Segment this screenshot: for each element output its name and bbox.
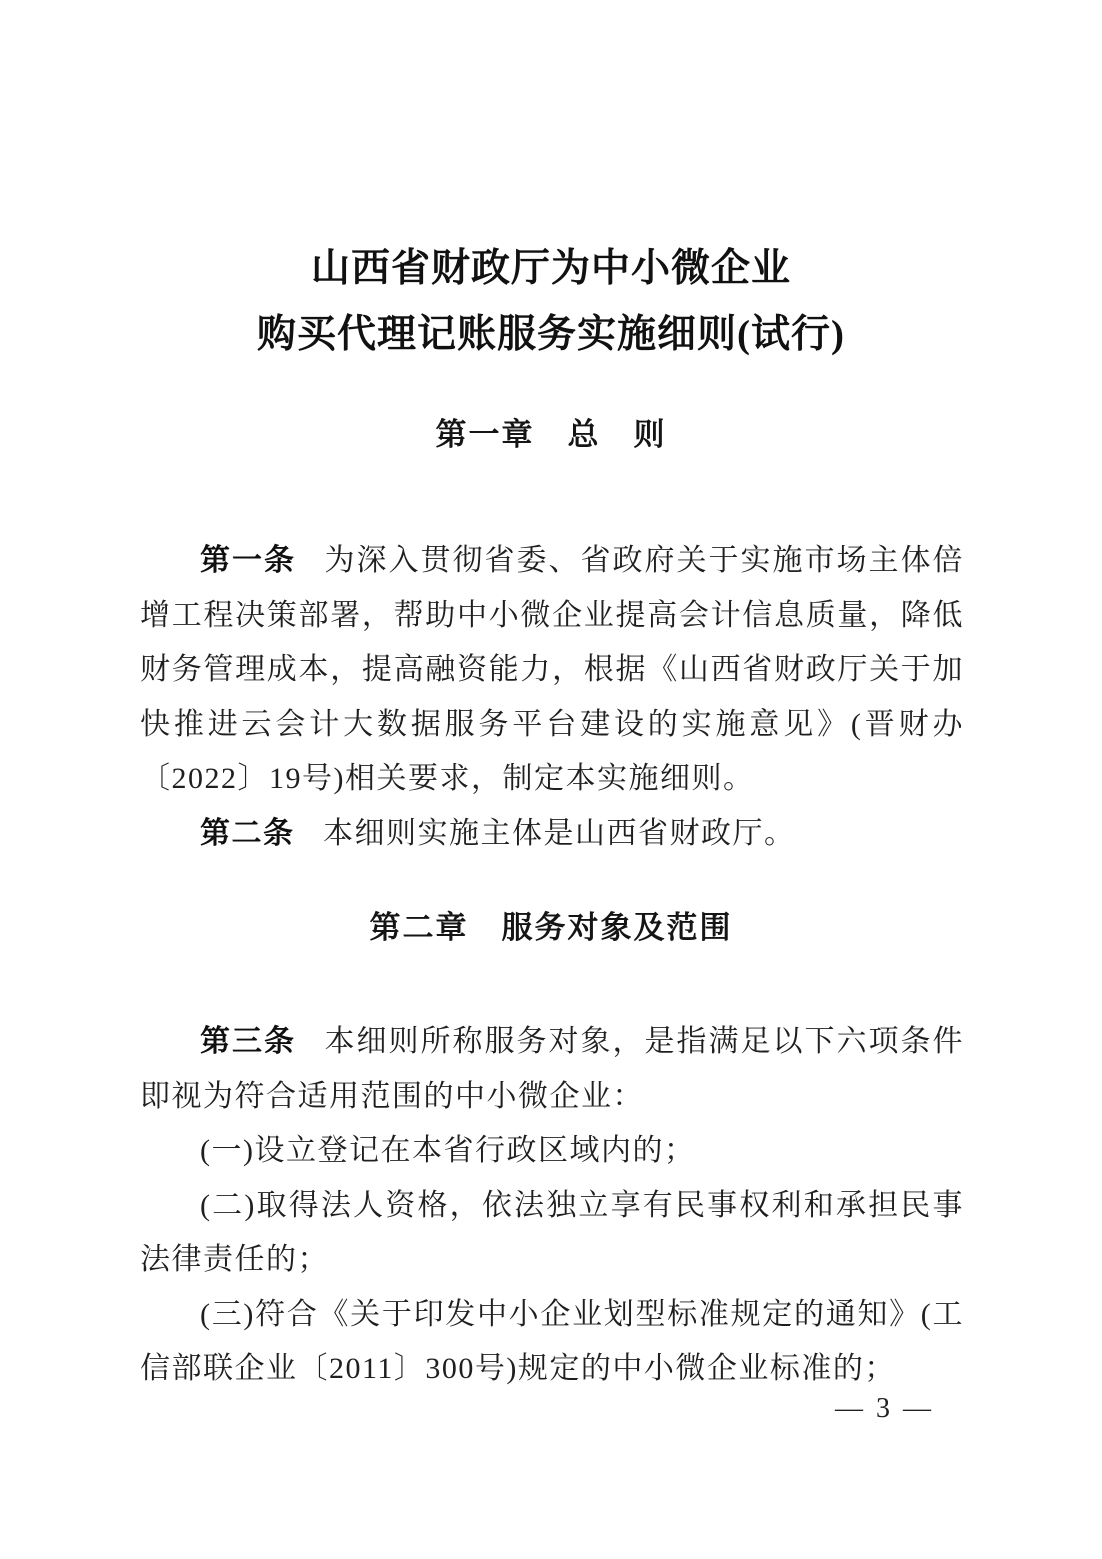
article-3-text: 本细则所称服务对象，是指满足以下六项条件即视为符合适用范围的中小微企业： — [140, 1025, 964, 1113]
article-3-label: 第三条 — [200, 1025, 296, 1058]
chapter-2-heading: 第二章 服务对象及范围 — [369, 910, 733, 945]
clause-3-paragraph: (三)符合《关于印发中小企业划型标准规定的通知》(工信部联企业〔2011〕300号)规定的中小微企业标准的； — [140, 1297, 964, 1385]
article-2-text: 本细则实施主体是山西省财政厅。 — [323, 816, 796, 850]
chapter-1-heading: 第一章 总 则 — [435, 417, 667, 452]
document-title — [0, 236, 1102, 368]
document-title-line2: 购买代理记账服务实施细则(试行) — [257, 313, 845, 356]
clause-1-paragraph: (一)设立登记在本省行政区域内的； — [200, 1134, 696, 1167]
page-number: — 3 — — [835, 1393, 934, 1424]
article-1-label: 第一条 — [200, 544, 296, 577]
clause-2-paragraph: (二)取得法人资格，依法独立享有民事权利和承担民事法律责任的； — [140, 1188, 964, 1276]
article-3-paragraph — [140, 1015, 964, 1124]
document-title-line1: 山西省财政厅为中小微企业 — [310, 247, 791, 290]
chapter-1-body — [140, 534, 964, 861]
article-1-text: 为深入贯彻省委、省政府关于实施市场主体倍增工程决策部署，帮助中小微企业提高会计信息质量，降低财务管理成本，提高融资能力，根据《山西省财政厅关于加快推进云会计大数据服务平台建设的实施意见》(晋财办〔2022〕19号)相关要求，制定本实施细则。 — [140, 544, 964, 795]
article-2-label: 第二条 — [200, 816, 295, 850]
article-1-paragraph — [140, 534, 964, 807]
article-2-paragraph — [140, 807, 964, 862]
chapter-2-body — [140, 1015, 964, 1397]
